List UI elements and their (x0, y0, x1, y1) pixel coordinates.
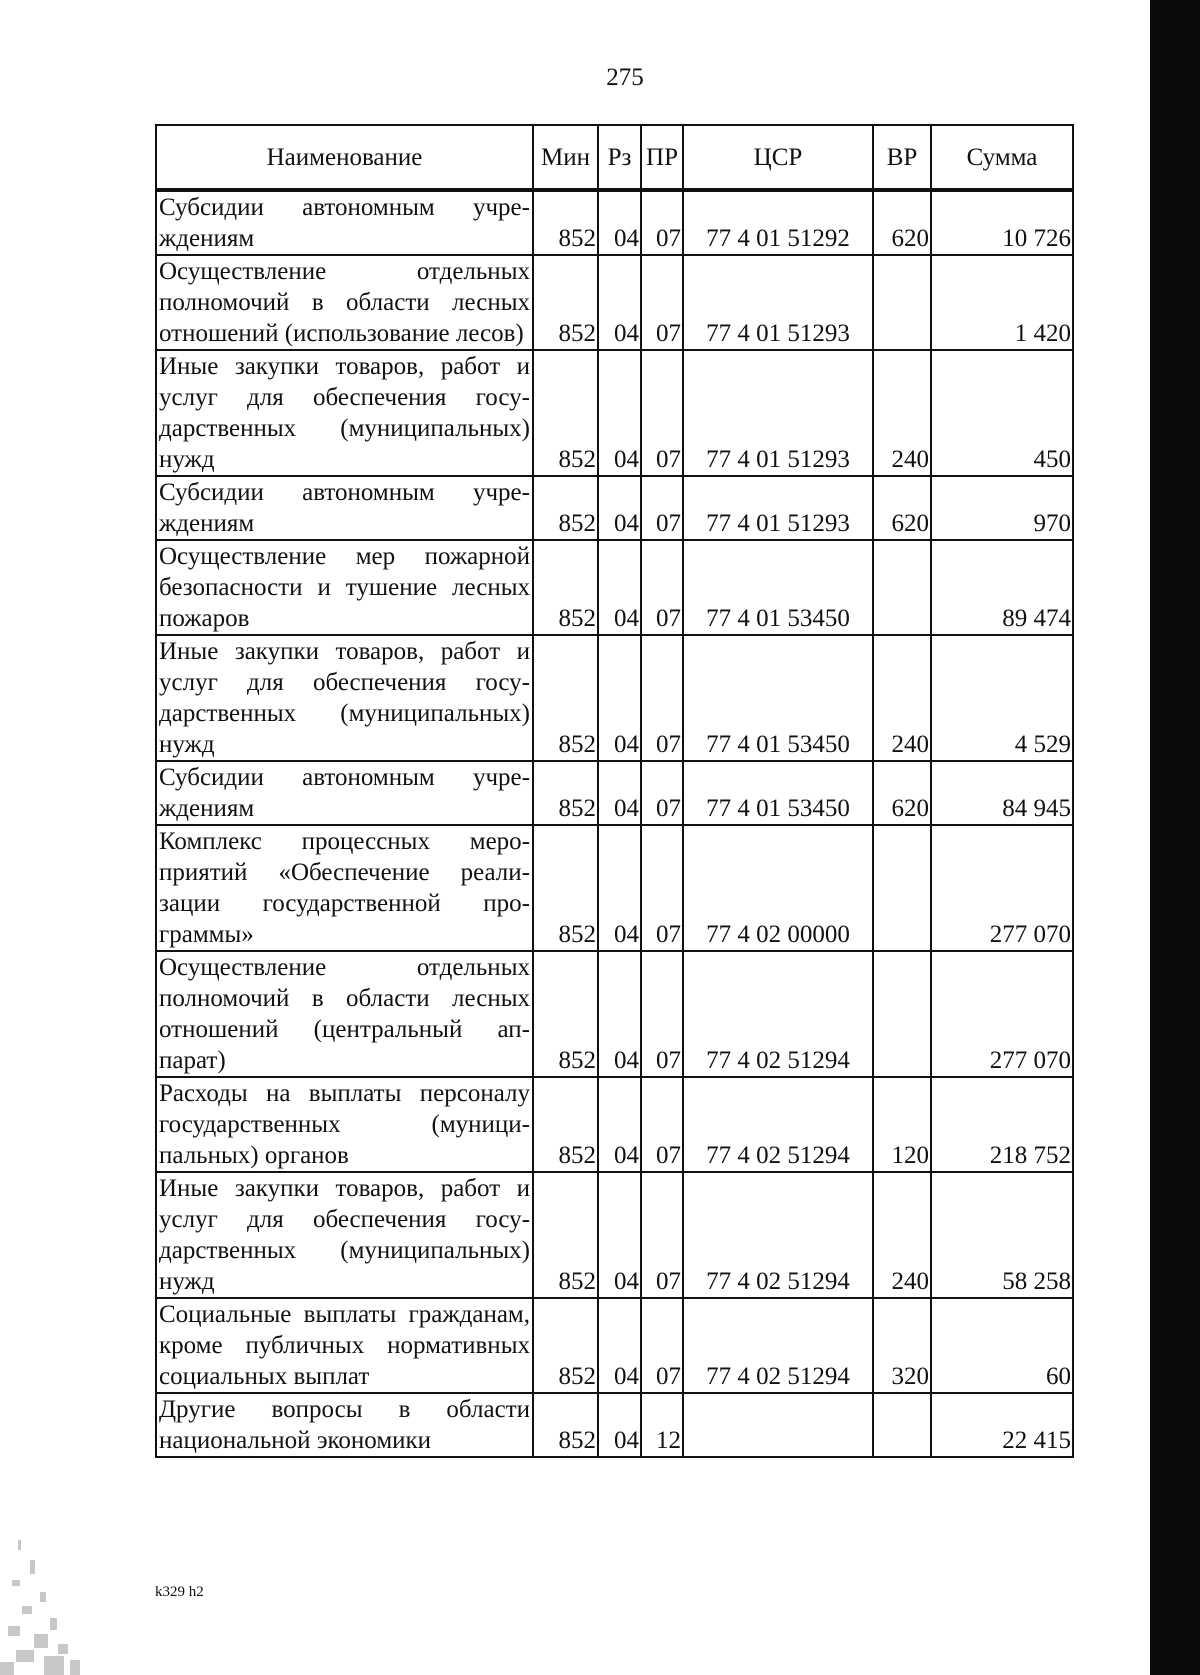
cell-rz: 04 (598, 350, 641, 476)
cell-min: 852 (533, 951, 598, 1077)
cell-pr: 07 (641, 350, 683, 476)
table-row (156, 540, 1073, 635)
table-row (156, 255, 1073, 350)
cell-min: 852 (533, 825, 598, 951)
header-pr: ПР (641, 125, 683, 190)
cell-vr: 120 (873, 1077, 931, 1172)
cell-pr: 12 (641, 1393, 683, 1457)
budget-table (155, 124, 1074, 1458)
table-row (156, 190, 1073, 255)
cell-name: Иные закупки товаров, работ и услуг для обеспечения государственных (муниципальных) нужд (156, 635, 533, 761)
cell-sum: 1 420 (931, 255, 1073, 350)
cell-vr (873, 1393, 931, 1457)
cell-pr: 07 (641, 1298, 683, 1393)
cell-rz: 04 (598, 190, 641, 255)
cell-pr: 07 (641, 635, 683, 761)
cell-rz: 04 (598, 476, 641, 540)
cell-name: Субсидии автономным учреждениям (156, 761, 533, 825)
cell-vr (873, 255, 931, 350)
cell-vr: 240 (873, 350, 931, 476)
cell-csr: 77 4 01 51293 (683, 350, 873, 476)
cell-name: Субсидии автономным учреждениям (156, 190, 533, 255)
cell-csr: 77 4 02 51294 (683, 1077, 873, 1172)
cell-pr: 07 (641, 825, 683, 951)
cell-name: Осуществление мер пожарной безопасности и тушение лесных пожаров (156, 540, 533, 635)
page-number: 275 (606, 64, 644, 91)
cell-min: 852 (533, 540, 598, 635)
scan-edge-bar (1150, 0, 1200, 1675)
cell-pr: 07 (641, 1172, 683, 1298)
cell-min: 852 (533, 1172, 598, 1298)
table-row (156, 1172, 1073, 1298)
cell-name: Другие вопросы в области национальной экономики (156, 1393, 533, 1457)
cell-sum: 58 258 (931, 1172, 1073, 1298)
table-row (156, 350, 1073, 476)
cell-name: Расходы на выплаты персоналу государственных (муниципальных) органов (156, 1077, 533, 1172)
cell-rz: 04 (598, 825, 641, 951)
cell-sum: 4 529 (931, 635, 1073, 761)
cell-rz: 04 (598, 255, 641, 350)
header-vr: ВР (873, 125, 931, 190)
cell-sum: 277 070 (931, 825, 1073, 951)
cell-sum: 218 752 (931, 1077, 1073, 1172)
cell-name: Субсидии автономным учреждениям (156, 476, 533, 540)
cell-name: Иные закупки товаров, работ и услуг для обеспечения государственных (муниципальных) нужд (156, 1172, 533, 1298)
cell-pr: 07 (641, 476, 683, 540)
cell-pr: 07 (641, 761, 683, 825)
cell-name: Осуществление отдельных полномочий в области лесных отношений (центральный аппарат) (156, 951, 533, 1077)
cell-csr: 77 4 01 53450 (683, 635, 873, 761)
header-csr: ЦСР (683, 125, 873, 190)
cell-vr: 240 (873, 635, 931, 761)
table-row (156, 1298, 1073, 1393)
cell-min: 852 (533, 190, 598, 255)
cell-rz: 04 (598, 1077, 641, 1172)
cell-sum: 10 726 (931, 190, 1073, 255)
cell-min: 852 (533, 1393, 598, 1457)
table-row (156, 635, 1073, 761)
cell-pr: 07 (641, 951, 683, 1077)
cell-sum: 84 945 (931, 761, 1073, 825)
cell-rz: 04 (598, 1393, 641, 1457)
cell-csr: 77 4 02 51294 (683, 951, 873, 1077)
cell-vr: 320 (873, 1298, 931, 1393)
cell-vr (873, 825, 931, 951)
cell-csr: 77 4 01 51293 (683, 476, 873, 540)
cell-sum: 60 (931, 1298, 1073, 1393)
cell-vr: 620 (873, 761, 931, 825)
header-sum: Сумма (931, 125, 1073, 190)
cell-vr: 240 (873, 1172, 931, 1298)
table-row (156, 476, 1073, 540)
cell-rz: 04 (598, 1172, 641, 1298)
table-row (156, 761, 1073, 825)
cell-sum: 22 415 (931, 1393, 1073, 1457)
cell-vr: 620 (873, 190, 931, 255)
table-row (156, 951, 1073, 1077)
cell-csr (683, 1393, 873, 1457)
cell-csr: 77 4 01 53450 (683, 761, 873, 825)
cell-csr: 77 4 01 53450 (683, 540, 873, 635)
cell-rz: 04 (598, 951, 641, 1077)
cell-vr: 620 (873, 476, 931, 540)
cell-pr: 07 (641, 1077, 683, 1172)
table-header-row (156, 125, 1073, 190)
table-row (156, 1393, 1073, 1457)
cell-pr: 07 (641, 540, 683, 635)
cell-sum: 89 474 (931, 540, 1073, 635)
cell-min: 852 (533, 1077, 598, 1172)
scan-noise-artifact (0, 1540, 90, 1675)
cell-name: Комплекс процессных мероприятий «Обеспечение реализации государственной программы» (156, 825, 533, 951)
table-row (156, 1077, 1073, 1172)
cell-name: Социальные выплаты гражданам, кроме публичных нормативных социальных выплат (156, 1298, 533, 1393)
cell-sum: 450 (931, 350, 1073, 476)
cell-min: 852 (533, 476, 598, 540)
cell-name: Иные закупки товаров, работ и услуг для обеспечения государственных (муниципальных) нужд (156, 350, 533, 476)
header-rz: Рз (598, 125, 641, 190)
cell-csr: 77 4 01 51293 (683, 255, 873, 350)
cell-pr: 07 (641, 255, 683, 350)
cell-min: 852 (533, 761, 598, 825)
cell-csr: 77 4 02 51294 (683, 1298, 873, 1393)
cell-csr: 77 4 02 51294 (683, 1172, 873, 1298)
cell-rz: 04 (598, 540, 641, 635)
cell-min: 852 (533, 1298, 598, 1393)
cell-name: Осуществление отдельных полномочий в области лесных отношений (использование лесов) (156, 255, 533, 350)
header-name: Наименование (156, 125, 533, 190)
footer-code: k329 h2 (155, 1584, 204, 1600)
cell-rz: 04 (598, 761, 641, 825)
cell-rz: 04 (598, 635, 641, 761)
cell-pr: 07 (641, 190, 683, 255)
cell-min: 852 (533, 635, 598, 761)
cell-csr: 77 4 01 51292 (683, 190, 873, 255)
cell-min: 852 (533, 350, 598, 476)
table-row (156, 825, 1073, 951)
cell-vr (873, 951, 931, 1077)
cell-sum: 277 070 (931, 951, 1073, 1077)
cell-vr (873, 540, 931, 635)
header-min: Мин (533, 125, 598, 190)
cell-sum: 970 (931, 476, 1073, 540)
cell-rz: 04 (598, 1298, 641, 1393)
cell-csr: 77 4 02 00000 (683, 825, 873, 951)
cell-min: 852 (533, 255, 598, 350)
